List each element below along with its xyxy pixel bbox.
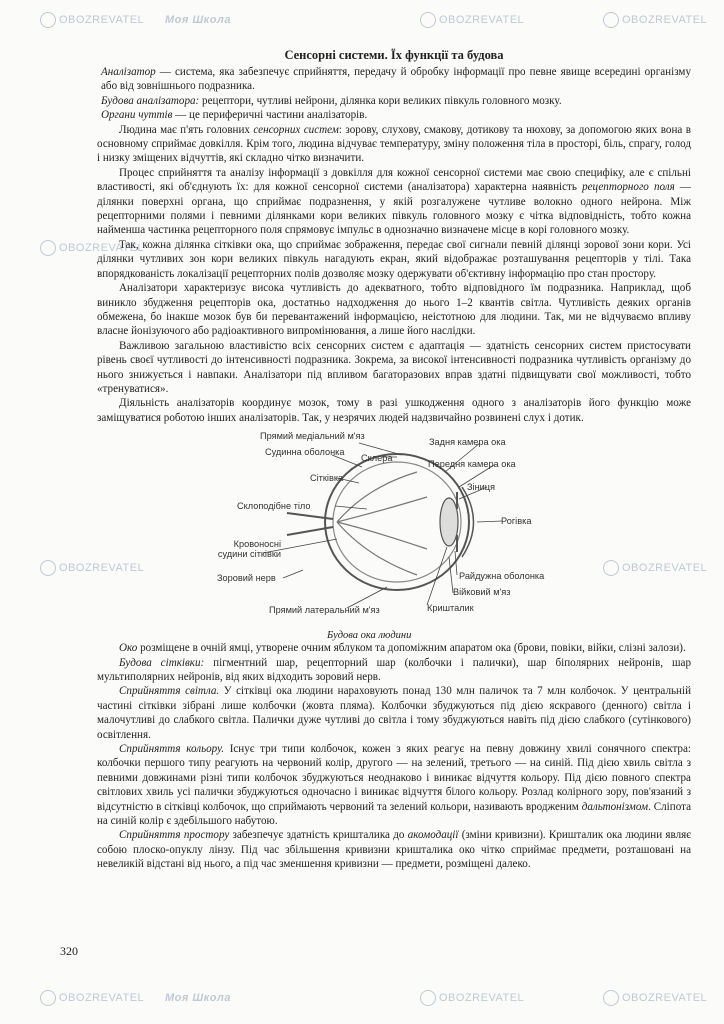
paragraph: Сприйняття світла. У сітківці ока людини нараховують понад 130 млн паличок та 7 млн колбочок. У центральній частині сітківки зібрані лише колбочки (жовта пляма). Колбочки збуджуються під дією яскравого (денного) світла і малочутливі до слабкого світла. Палички дуже чутливі до світла і тому збуджуються навіть під дією слабкого (сутінкового) освітлення. [97, 685, 692, 741]
label-sclera: Склера [361, 453, 393, 464]
watermark: OBOZREVATEL [420, 12, 524, 28]
label-vascular: Судинна оболонка [265, 447, 345, 458]
label-anterior-chamber: Передня камера ока [428, 459, 516, 470]
label-blood-vessels: Кровоносні судини сітківки [217, 539, 281, 560]
watermark: OBOZREVATEL [603, 560, 707, 576]
paragraph: Око розміщене в очній ямці, утворене очним яблуком та допоміжним апаратом ока (брови, повіки, війки, слізні залози). [119, 642, 686, 655]
paragraph: Будова сітківки: пігментний шар, рецепторний шар (колбочки і палички), шар біполярних нейронів, шар мультиполярних нейронів, від яких відходить зоровий нерв. [97, 656, 692, 683]
paragraph: Органи чуттів — це периферичні частини аналізаторів. [101, 109, 368, 122]
label-iris: Райдужна оболонка [459, 571, 545, 582]
paragraph: Сприйняття кольору. Існує три типи колбочок, кожен з яких реагує на певну довжину хвилі сонячного спектра: колбочки першого типу реагують на червоний колір, другого — на зелений, третього — на синій. Під дією хвиль світла з певними довжинами різні типи колбочок збуджуються неоднаково і виникає відчуття кольору. Під дією повного спектра світлових хвиль усі палички збуджуються одночасно і виникає відчуття білого кольору. Розлад колірного зору, пов'язаний з відсутністю в сітківці колбочок, що сприймають червоний та зелений кольори, називають вродженим дальтонізмом. Сліпота на синій колір є здебільшого набутою. [97, 743, 692, 828]
figure-caption: Будова ока людини [327, 630, 412, 642]
page-number: 320 [60, 944, 78, 958]
eye-diagram [97, 427, 691, 641]
paragraph: Людина має п'ять головних сенсорних систем: зорову, слухову, смакову, дотикову та нюхову, за допомогою яких вона в основному сприймає довкілля. Крім того, людина відчуває температуру, зміну положення тіла в просторі, біль, спрагу, голод і низку зміщених відчуттів, які складно чітко визначити. [97, 123, 692, 165]
watermark: Моя Школа [165, 992, 231, 1004]
label-rectus-medial: Прямий медіальний м'яз [260, 431, 365, 442]
watermark: OBOZREVATEL [603, 990, 707, 1006]
label-optic-nerve: Зоровий нерв [217, 573, 276, 584]
paragraph: Процес сприйняття та аналізу інформації з довкілля для кожної сенсорної системи має свою специфіку, але є спільні властивості, які об'єднують їх: для кожної сенсорної системи (аналізатора) характерна наявність рецепторного поля — ділянки поверхні органа, що сприймає подразнення, у якій розгалужене чутливе волокно одного нейрона. Між рецепторними полями і певними ділянками кори великих півкуль головного мозку є чітка відповідність, тобто кожна найменша частинка рецепторного поля спрямовує імпульс в однозначно визначене місце в корі головного мозку. [97, 166, 692, 237]
page-title: Сенсорні системи. Їх функції та будова [284, 48, 504, 62]
watermark: OBOZREVATEL [40, 240, 144, 256]
watermark: Моя Школа [165, 14, 231, 26]
label-vitreous: Склоподібне тіло [237, 501, 311, 512]
label-ciliary: Війковий м'яз [453, 587, 511, 598]
paragraph: Аналізатор — система, яка забезпечує сприйняття, передачу й обробку інформації про певне явище всередині організму або від зовнішнього подразника. [101, 66, 691, 93]
paragraph: Сприйняття простору забезпечує здатність кришталика до акомодації (зміни кривизни). Кришталик ока людини являє собою плоско-опуклу лінзу. Під час збільшення кривизни кришталика око чітко сприймає предмети, розташовані на невеликій відстані від нього, а під час зменшення кривизни — предмети, розміщені далеко. [97, 829, 691, 871]
eye-figure [97, 427, 691, 641]
page-content [97, 48, 691, 872]
blood-vessels-shape [337, 472, 427, 575]
watermark: OBOZREVATEL [603, 12, 707, 28]
paragraph: Будова аналізатора: рецептори, чутливі нейрони, ділянка кори великих півкуль головного мозку. [101, 94, 562, 107]
watermark: OBOZREVATEL [40, 990, 144, 1006]
label-rectus-lateral: Прямий латеральний м'яз [269, 605, 380, 616]
label-pupil: Зіниця [467, 482, 496, 493]
paragraph: Важливою загальною властивістю всіх сенсорних систем є адаптація — здатність сенсорних систем пристосувати рівень своєї чутливості до інтенсивності подразника. Зокрема, за високої інтенсивності подразника чутливість організму до нього знижується і навпаки. Аналізатори під впливом багаторазових вправ здатні підвищувати свої можливості, тобто «тренуватися». [97, 339, 691, 395]
label-retina: Сітківка [310, 473, 344, 484]
watermark: OBOZREVATEL [40, 560, 144, 576]
label-cornea: Рогівка [501, 516, 532, 527]
label-lens: Кришталик [427, 603, 474, 614]
watermark: OBOZREVATEL [420, 990, 524, 1006]
paragraph: Аналізатори характеризує висока чутливість до адекватного, тобто відповідного їм подразника. Наприклад, щоб виникло збудження рецепторів ока, достатньо надходження до нього 1–2 квантів світла. Чутливість деяких органів обмежена, бо інакше мозок був би перевантажений інформацією, неістотною для людини. Так, ми не відчуваємо впливу власне йонізуючого або радіоактивного випромінювання, а лише його наслідки. [97, 282, 691, 338]
paragraph: Діяльність аналізаторів координує мозок, тому в разі ушкодження одного з аналізаторів його функцію може заміщуватися роботою інших аналізаторів. Так, у незрячих людей надзвичайно розвинені слух і дотик. [97, 397, 691, 424]
lens-shape [440, 498, 458, 546]
label-posterior-chamber: Задня камера ока [429, 437, 506, 448]
paragraph: Так, кожна ділянка сітківки ока, що сприймає зображення, передає свої сигнали певній ділянці зорової зони кори. Усі ділянки чутливих зон кори великих півкуль нагадують екран, який відображає розташування рецепторів у тілі. Така впорядкованість локалізації рецепторних полів дозволяє мозку одержувати об'єктивну інформацію про стан простору. [97, 238, 691, 280]
watermark: OBOZREVATEL [40, 12, 144, 28]
